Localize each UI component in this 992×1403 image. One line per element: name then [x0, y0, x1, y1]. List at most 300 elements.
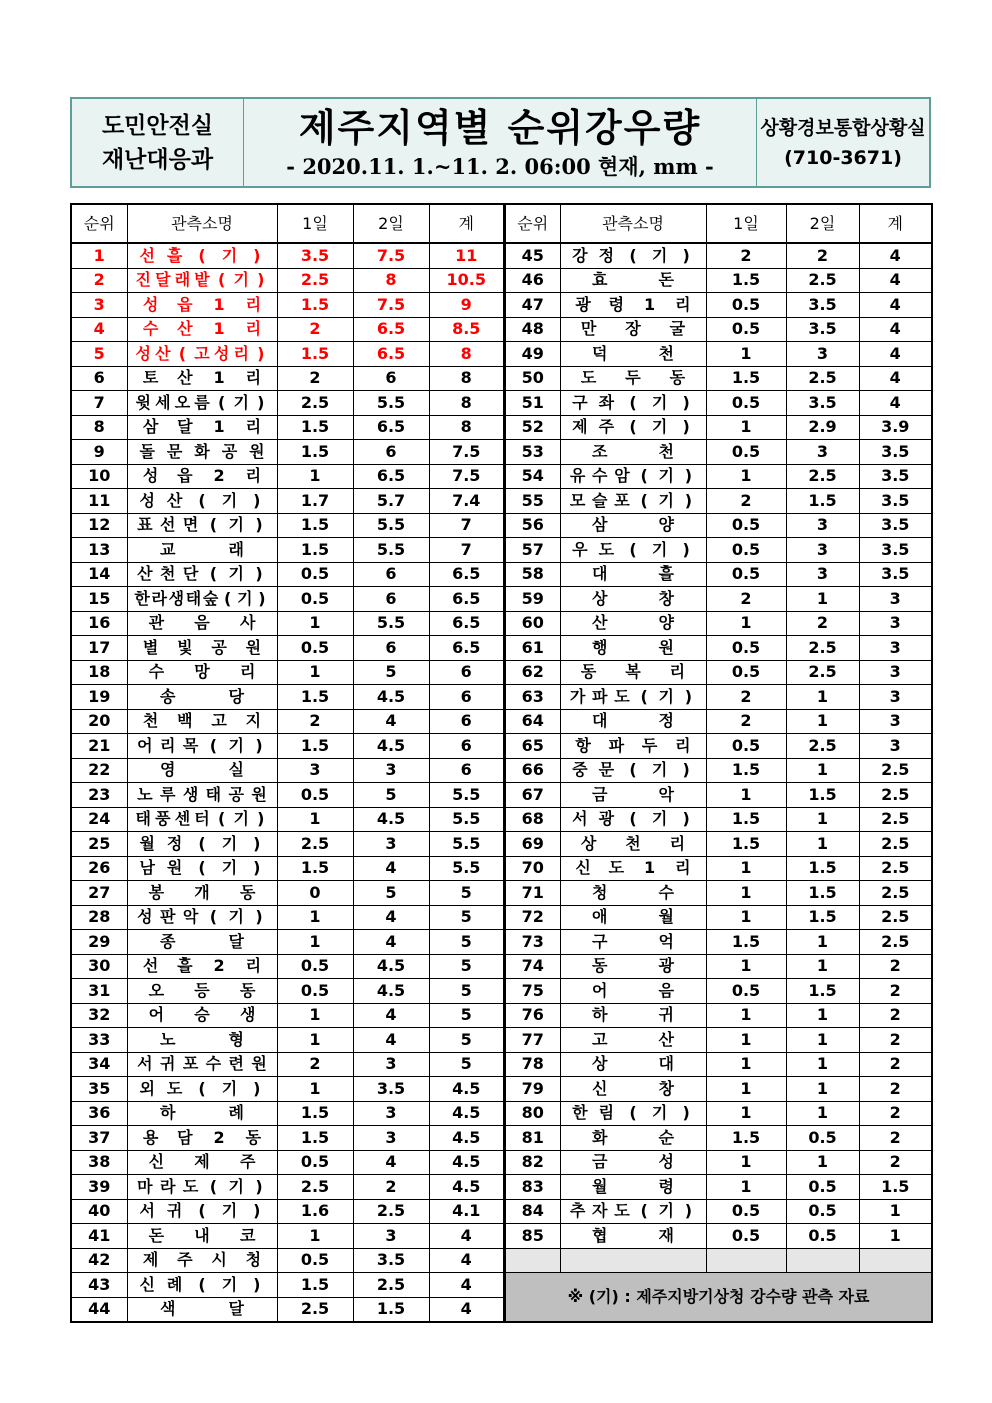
table-row: [505, 562, 932, 587]
station-name-cell: [560, 464, 706, 489]
station-name-cell: [560, 489, 706, 514]
day1-cell: 1.5: [706, 930, 786, 955]
day2-cell: 5.5: [353, 611, 429, 636]
station-name-cell: [560, 1150, 706, 1175]
station-name-cell: [127, 342, 277, 367]
day1-cell: 1: [706, 464, 786, 489]
station-name: 별 빛 공 원: [142, 637, 262, 657]
station-name-cell: [127, 709, 277, 734]
day2-cell: 2.5: [786, 268, 859, 293]
station-name: 토 산 1 리: [142, 368, 262, 388]
station-name: 행 원: [592, 637, 674, 657]
rank-cell: 60: [505, 611, 560, 636]
day2-cell: 2.5: [786, 660, 859, 685]
rank-cell: 25: [71, 832, 127, 857]
station-name: 도 두 동: [580, 368, 686, 388]
station-name-cell: [127, 415, 277, 440]
day2-cell: 3: [353, 1101, 429, 1126]
blank-cell: [505, 1248, 560, 1273]
total-cell: 6: [429, 734, 504, 759]
rank-cell: 77: [505, 1028, 560, 1053]
day1-cell: 1: [706, 1077, 786, 1102]
rank-cell: 52: [505, 415, 560, 440]
station-name-cell: [127, 930, 277, 955]
total-cell: 4.5: [429, 1077, 504, 1102]
total-cell: 5: [429, 1052, 504, 1077]
total-cell: 8: [429, 391, 504, 416]
day2-cell: 0.5: [786, 1199, 859, 1224]
station-name-cell: [127, 366, 277, 391]
day1-cell: 1.5: [277, 293, 353, 318]
table-row: [505, 366, 932, 391]
station-name-cell: [127, 832, 277, 857]
total-cell: 2.5: [859, 832, 932, 857]
station-name: 광 령 1 리: [575, 294, 691, 314]
station-name: 선 흘 2 리: [142, 956, 262, 976]
table-row: [505, 464, 932, 489]
table-row: [71, 758, 504, 783]
day1-cell: 0.5: [706, 391, 786, 416]
day2-cell: 4.5: [353, 734, 429, 759]
table-row: [71, 1077, 504, 1102]
rank-cell: 73: [505, 930, 560, 955]
rank-cell: 29: [71, 930, 127, 955]
day2-cell: 3: [353, 1126, 429, 1151]
total-cell: 4: [859, 391, 932, 416]
station-name-cell: [560, 611, 706, 636]
total-cell: 6: [429, 709, 504, 734]
table-row: [505, 685, 932, 710]
rank-cell: 84: [505, 1199, 560, 1224]
station-name: 노 루 생 태 공 원: [137, 784, 267, 804]
table-row: [505, 734, 932, 759]
day2-cell: 4.5: [353, 954, 429, 979]
station-name: 봉 개 동: [148, 882, 256, 902]
day2-cell: 3: [353, 1052, 429, 1077]
day1-cell: 1: [706, 783, 786, 808]
table-row: [71, 391, 504, 416]
table-row: [71, 783, 504, 808]
total-cell: 3.9: [859, 415, 932, 440]
station-name-cell: [127, 1126, 277, 1151]
total-cell: 6.5: [429, 636, 504, 661]
table-row: [505, 758, 932, 783]
day1-cell: 1: [277, 1224, 353, 1249]
table-row: [505, 1052, 932, 1077]
total-cell: 7.5: [429, 464, 504, 489]
table-row: [505, 783, 932, 808]
column-header-day1: 1일: [277, 204, 353, 243]
total-cell: 4.5: [429, 1126, 504, 1151]
day2-cell: 1: [786, 1028, 859, 1053]
station-name: 서 귀 포 수 련 원: [137, 1054, 267, 1074]
table-row: [505, 954, 932, 979]
table-row: [71, 562, 504, 587]
day2-cell: 6.5: [353, 342, 429, 367]
total-cell: 5: [429, 905, 504, 930]
station-name: 청 수: [592, 882, 674, 902]
day1-cell: 2: [706, 243, 786, 268]
day2-cell: 1: [786, 709, 859, 734]
total-cell: 1: [859, 1199, 932, 1224]
day2-cell: 1: [786, 1150, 859, 1175]
station-name-cell: [560, 905, 706, 930]
rank-cell: 61: [505, 636, 560, 661]
station-name-cell: [127, 611, 277, 636]
rank-cell: 23: [71, 783, 127, 808]
total-cell: 4.5: [429, 1150, 504, 1175]
day2-cell: 3: [786, 513, 859, 538]
day2-cell: 3.5: [786, 391, 859, 416]
station-name-cell: [127, 1248, 277, 1273]
station-name-cell: [127, 1199, 277, 1224]
day1-cell: 1: [277, 1077, 353, 1102]
table-row: [505, 881, 932, 906]
rank-cell: 26: [71, 856, 127, 881]
table-row: [505, 268, 932, 293]
station-name-cell: [127, 881, 277, 906]
column-header-day1: 1일: [706, 204, 786, 243]
day2-cell: 3: [353, 758, 429, 783]
station-name: 구 좌 ( 기 ): [572, 392, 690, 412]
rank-cell: 20: [71, 709, 127, 734]
station-name: 상 창: [592, 588, 674, 608]
column-header-rank: 순위: [505, 204, 560, 243]
table-row: [71, 1052, 504, 1077]
table-row: [505, 930, 932, 955]
total-cell: 3: [859, 709, 932, 734]
station-name-cell: [560, 342, 706, 367]
station-name: 성 읍 2 리: [142, 466, 262, 486]
total-cell: 2.5: [859, 856, 932, 881]
station-name: 어 음: [592, 980, 674, 1000]
rank-cell: 48: [505, 317, 560, 342]
table-row: [505, 243, 932, 268]
day1-cell: 0.5: [706, 1224, 786, 1249]
note-row: [505, 1273, 932, 1323]
day1-cell: 0.5: [277, 954, 353, 979]
station-name: 대 정: [592, 711, 674, 731]
day1-cell: 0.5: [706, 513, 786, 538]
station-name: 어 리 목 ( 기 ): [137, 735, 263, 755]
station-name: 추 자 도 ( 기 ): [569, 1201, 693, 1221]
day1-cell: 1: [277, 611, 353, 636]
day1-cell: 1.5: [706, 758, 786, 783]
station-name-cell: [560, 587, 706, 612]
station-name-cell: [127, 243, 277, 268]
table-header-row: [505, 204, 932, 243]
day1-cell: 2.5: [277, 832, 353, 857]
day2-cell: 5.5: [353, 513, 429, 538]
rank-cell: 76: [505, 1003, 560, 1028]
station-name: 신 례 ( 기 ): [139, 1274, 261, 1294]
station-name-cell: [127, 1052, 277, 1077]
rank-cell: 47: [505, 293, 560, 318]
rank-cell: 81: [505, 1126, 560, 1151]
station-name: 신 제 주: [148, 1152, 256, 1172]
day1-cell: 1: [706, 856, 786, 881]
table-row: [71, 636, 504, 661]
day1-cell: 1.5: [706, 366, 786, 391]
total-cell: 6: [429, 685, 504, 710]
total-cell: 5: [429, 1028, 504, 1053]
station-name-cell: [127, 636, 277, 661]
station-name-cell: [127, 268, 277, 293]
table-row: [71, 611, 504, 636]
document-header: [70, 97, 931, 188]
rank-cell: 66: [505, 758, 560, 783]
day1-cell: 1.5: [277, 734, 353, 759]
station-name: 동 복 리: [580, 662, 686, 682]
day2-cell: 1: [786, 832, 859, 857]
day1-cell: 0.5: [706, 562, 786, 587]
column-header-station: 관측소명: [560, 204, 706, 243]
day2-cell: 2.9: [786, 415, 859, 440]
day1-cell: 1: [277, 1003, 353, 1028]
table-body-left: [71, 243, 504, 1322]
day1-cell: 1: [277, 930, 353, 955]
rank-cell: 50: [505, 366, 560, 391]
station-name-cell: [127, 783, 277, 808]
day2-cell: 1.5: [786, 881, 859, 906]
total-cell: 2: [859, 954, 932, 979]
station-name: 동 광: [592, 956, 674, 976]
table-row: [505, 440, 932, 465]
table-row: [71, 1224, 504, 1249]
total-cell: 5.5: [429, 807, 504, 832]
rank-cell: 58: [505, 562, 560, 587]
station-name-cell: [127, 1297, 277, 1322]
station-name: 유 수 암 ( 기 ): [569, 466, 693, 486]
day2-cell: 4.5: [353, 685, 429, 710]
station-name-cell: [560, 954, 706, 979]
day1-cell: 1: [706, 881, 786, 906]
table-row: [71, 930, 504, 955]
station-name-cell: [560, 317, 706, 342]
title-block: [244, 99, 757, 186]
day1-cell: 1: [706, 954, 786, 979]
table-row: [505, 342, 932, 367]
rank-cell: 14: [71, 562, 127, 587]
day1-cell: 1.5: [277, 1273, 353, 1298]
total-cell: 5: [429, 979, 504, 1004]
total-cell: 10.5: [429, 268, 504, 293]
total-cell: 4: [429, 1224, 504, 1249]
day1-cell: 0.5: [706, 660, 786, 685]
station-name: 태 풍 센 터 ( 기 ): [135, 809, 265, 829]
station-name-cell: [127, 1175, 277, 1200]
rank-cell: 68: [505, 807, 560, 832]
blank-cell: [786, 1248, 859, 1273]
table-row: [71, 342, 504, 367]
rank-cell: 80: [505, 1101, 560, 1126]
station-name-cell: [127, 954, 277, 979]
day1-cell: 1: [277, 464, 353, 489]
table-row: [71, 415, 504, 440]
rank-cell: 10: [71, 464, 127, 489]
day1-cell: 2.5: [277, 391, 353, 416]
total-cell: 6.5: [429, 562, 504, 587]
rank-cell: 85: [505, 1224, 560, 1249]
table-row: [71, 954, 504, 979]
station-name: 교 래: [160, 539, 244, 559]
day1-cell: 1: [706, 611, 786, 636]
table-row: [505, 415, 932, 440]
rank-cell: 4: [71, 317, 127, 342]
day2-cell: 0.5: [786, 1126, 859, 1151]
column-header-total: 계: [859, 204, 932, 243]
station-name-cell: [127, 293, 277, 318]
station-name-cell: [560, 1199, 706, 1224]
day2-cell: 1: [786, 807, 859, 832]
day2-cell: 5.5: [353, 538, 429, 563]
station-name: 하 귀: [592, 1005, 674, 1025]
day2-cell: 0.5: [786, 1224, 859, 1249]
rank-cell: 71: [505, 881, 560, 906]
day1-cell: 0.5: [706, 979, 786, 1004]
station-name-cell: [560, 562, 706, 587]
day1-cell: 0.5: [277, 783, 353, 808]
day1-cell: 0.5: [277, 1248, 353, 1273]
rank-cell: 83: [505, 1175, 560, 1200]
total-cell: 3: [859, 685, 932, 710]
station-name-cell: [127, 1101, 277, 1126]
rank-cell: 8: [71, 415, 127, 440]
office-phone: (710-3671): [784, 146, 902, 169]
table-row: [71, 1126, 504, 1151]
station-name-cell: [560, 415, 706, 440]
total-cell: 5: [429, 954, 504, 979]
station-name-cell: [127, 440, 277, 465]
day1-cell: 2: [277, 1052, 353, 1077]
table-row: [71, 513, 504, 538]
station-name-cell: [560, 856, 706, 881]
day1-cell: 1: [277, 807, 353, 832]
table-row: [71, 734, 504, 759]
day1-cell: 0.5: [706, 1199, 786, 1224]
total-cell: 2: [859, 1101, 932, 1126]
rank-cell: 34: [71, 1052, 127, 1077]
rank-cell: 37: [71, 1126, 127, 1151]
station-name: 신 창: [592, 1078, 674, 1098]
rank-cell: 41: [71, 1224, 127, 1249]
station-name-cell: [560, 660, 706, 685]
station-name-cell: [127, 464, 277, 489]
table-row: [71, 317, 504, 342]
rank-cell: 1: [71, 243, 127, 268]
total-cell: 7: [429, 538, 504, 563]
table-row: [505, 1175, 932, 1200]
table-row: [505, 391, 932, 416]
day2-cell: 4: [353, 930, 429, 955]
total-cell: 3: [859, 611, 932, 636]
day1-cell: 0.5: [277, 1150, 353, 1175]
table-row: [505, 1028, 932, 1053]
day2-cell: 6.5: [353, 464, 429, 489]
station-name: 성 읍 1 리: [142, 294, 262, 314]
department-line-2: 재난대응과: [101, 146, 214, 173]
table-row: [71, 366, 504, 391]
table-row: [505, 1199, 932, 1224]
day1-cell: 1: [706, 1028, 786, 1053]
station-name: 항 파 두 리: [575, 735, 691, 755]
table-row: [71, 1297, 504, 1322]
station-name: 월 령: [592, 1176, 674, 1196]
station-name-cell: [560, 685, 706, 710]
day2-cell: 2.5: [786, 734, 859, 759]
table-row: [71, 1003, 504, 1028]
station-name-cell: [127, 317, 277, 342]
total-cell: 6.5: [429, 587, 504, 612]
station-name: 관 음 사: [148, 613, 256, 633]
table-row: [71, 1175, 504, 1200]
table-row: [505, 709, 932, 734]
station-name-cell: [127, 807, 277, 832]
rank-cell: 15: [71, 587, 127, 612]
station-name: 만 장 굴: [580, 319, 686, 339]
total-cell: 3: [859, 660, 932, 685]
office-name: 상황경보통합상황실: [760, 116, 926, 139]
rank-cell: 21: [71, 734, 127, 759]
day2-cell: 1.5: [786, 783, 859, 808]
station-name-cell: [560, 391, 706, 416]
table-row: [71, 587, 504, 612]
day1-cell: 1: [706, 1003, 786, 1028]
day1-cell: 1: [277, 1028, 353, 1053]
station-name: 한 림 ( 기 ): [572, 1103, 690, 1123]
day2-cell: 1: [786, 930, 859, 955]
station-name-cell: [127, 758, 277, 783]
day1-cell: 2: [277, 366, 353, 391]
day1-cell: 1.5: [706, 807, 786, 832]
day1-cell: 0.5: [277, 636, 353, 661]
table-row: [71, 1028, 504, 1053]
station-name-cell: [127, 1273, 277, 1298]
station-name: 하 례: [160, 1103, 244, 1123]
day2-cell: 3: [353, 1224, 429, 1249]
station-name: 색 달: [160, 1299, 244, 1319]
station-name: 어 승 생: [148, 1005, 256, 1025]
total-cell: 4: [859, 243, 932, 268]
total-cell: 1: [859, 1224, 932, 1249]
day1-cell: 0.5: [706, 538, 786, 563]
day2-cell: 2: [353, 1175, 429, 1200]
total-cell: 5: [429, 881, 504, 906]
station-name: 우 도 ( 기 ): [572, 539, 690, 559]
total-cell: 8: [429, 415, 504, 440]
table-row: [505, 1101, 932, 1126]
day2-cell: 6.5: [353, 415, 429, 440]
station-name-cell: [560, 1101, 706, 1126]
day2-cell: 4: [353, 1150, 429, 1175]
day2-cell: 3.5: [786, 317, 859, 342]
day1-cell: 1.5: [277, 1126, 353, 1151]
total-cell: 9: [429, 293, 504, 318]
table-row: [505, 1003, 932, 1028]
rank-cell: 36: [71, 1101, 127, 1126]
table-row: [71, 440, 504, 465]
day2-cell: 1: [786, 954, 859, 979]
station-name-cell: [560, 758, 706, 783]
station-name-cell: [560, 513, 706, 538]
day2-cell: 1: [786, 1101, 859, 1126]
station-name-cell: [560, 881, 706, 906]
rank-cell: 59: [505, 587, 560, 612]
total-cell: 5.5: [429, 856, 504, 881]
day1-cell: 2: [277, 709, 353, 734]
table-row: [505, 660, 932, 685]
column-header-rank: 순위: [71, 204, 127, 243]
